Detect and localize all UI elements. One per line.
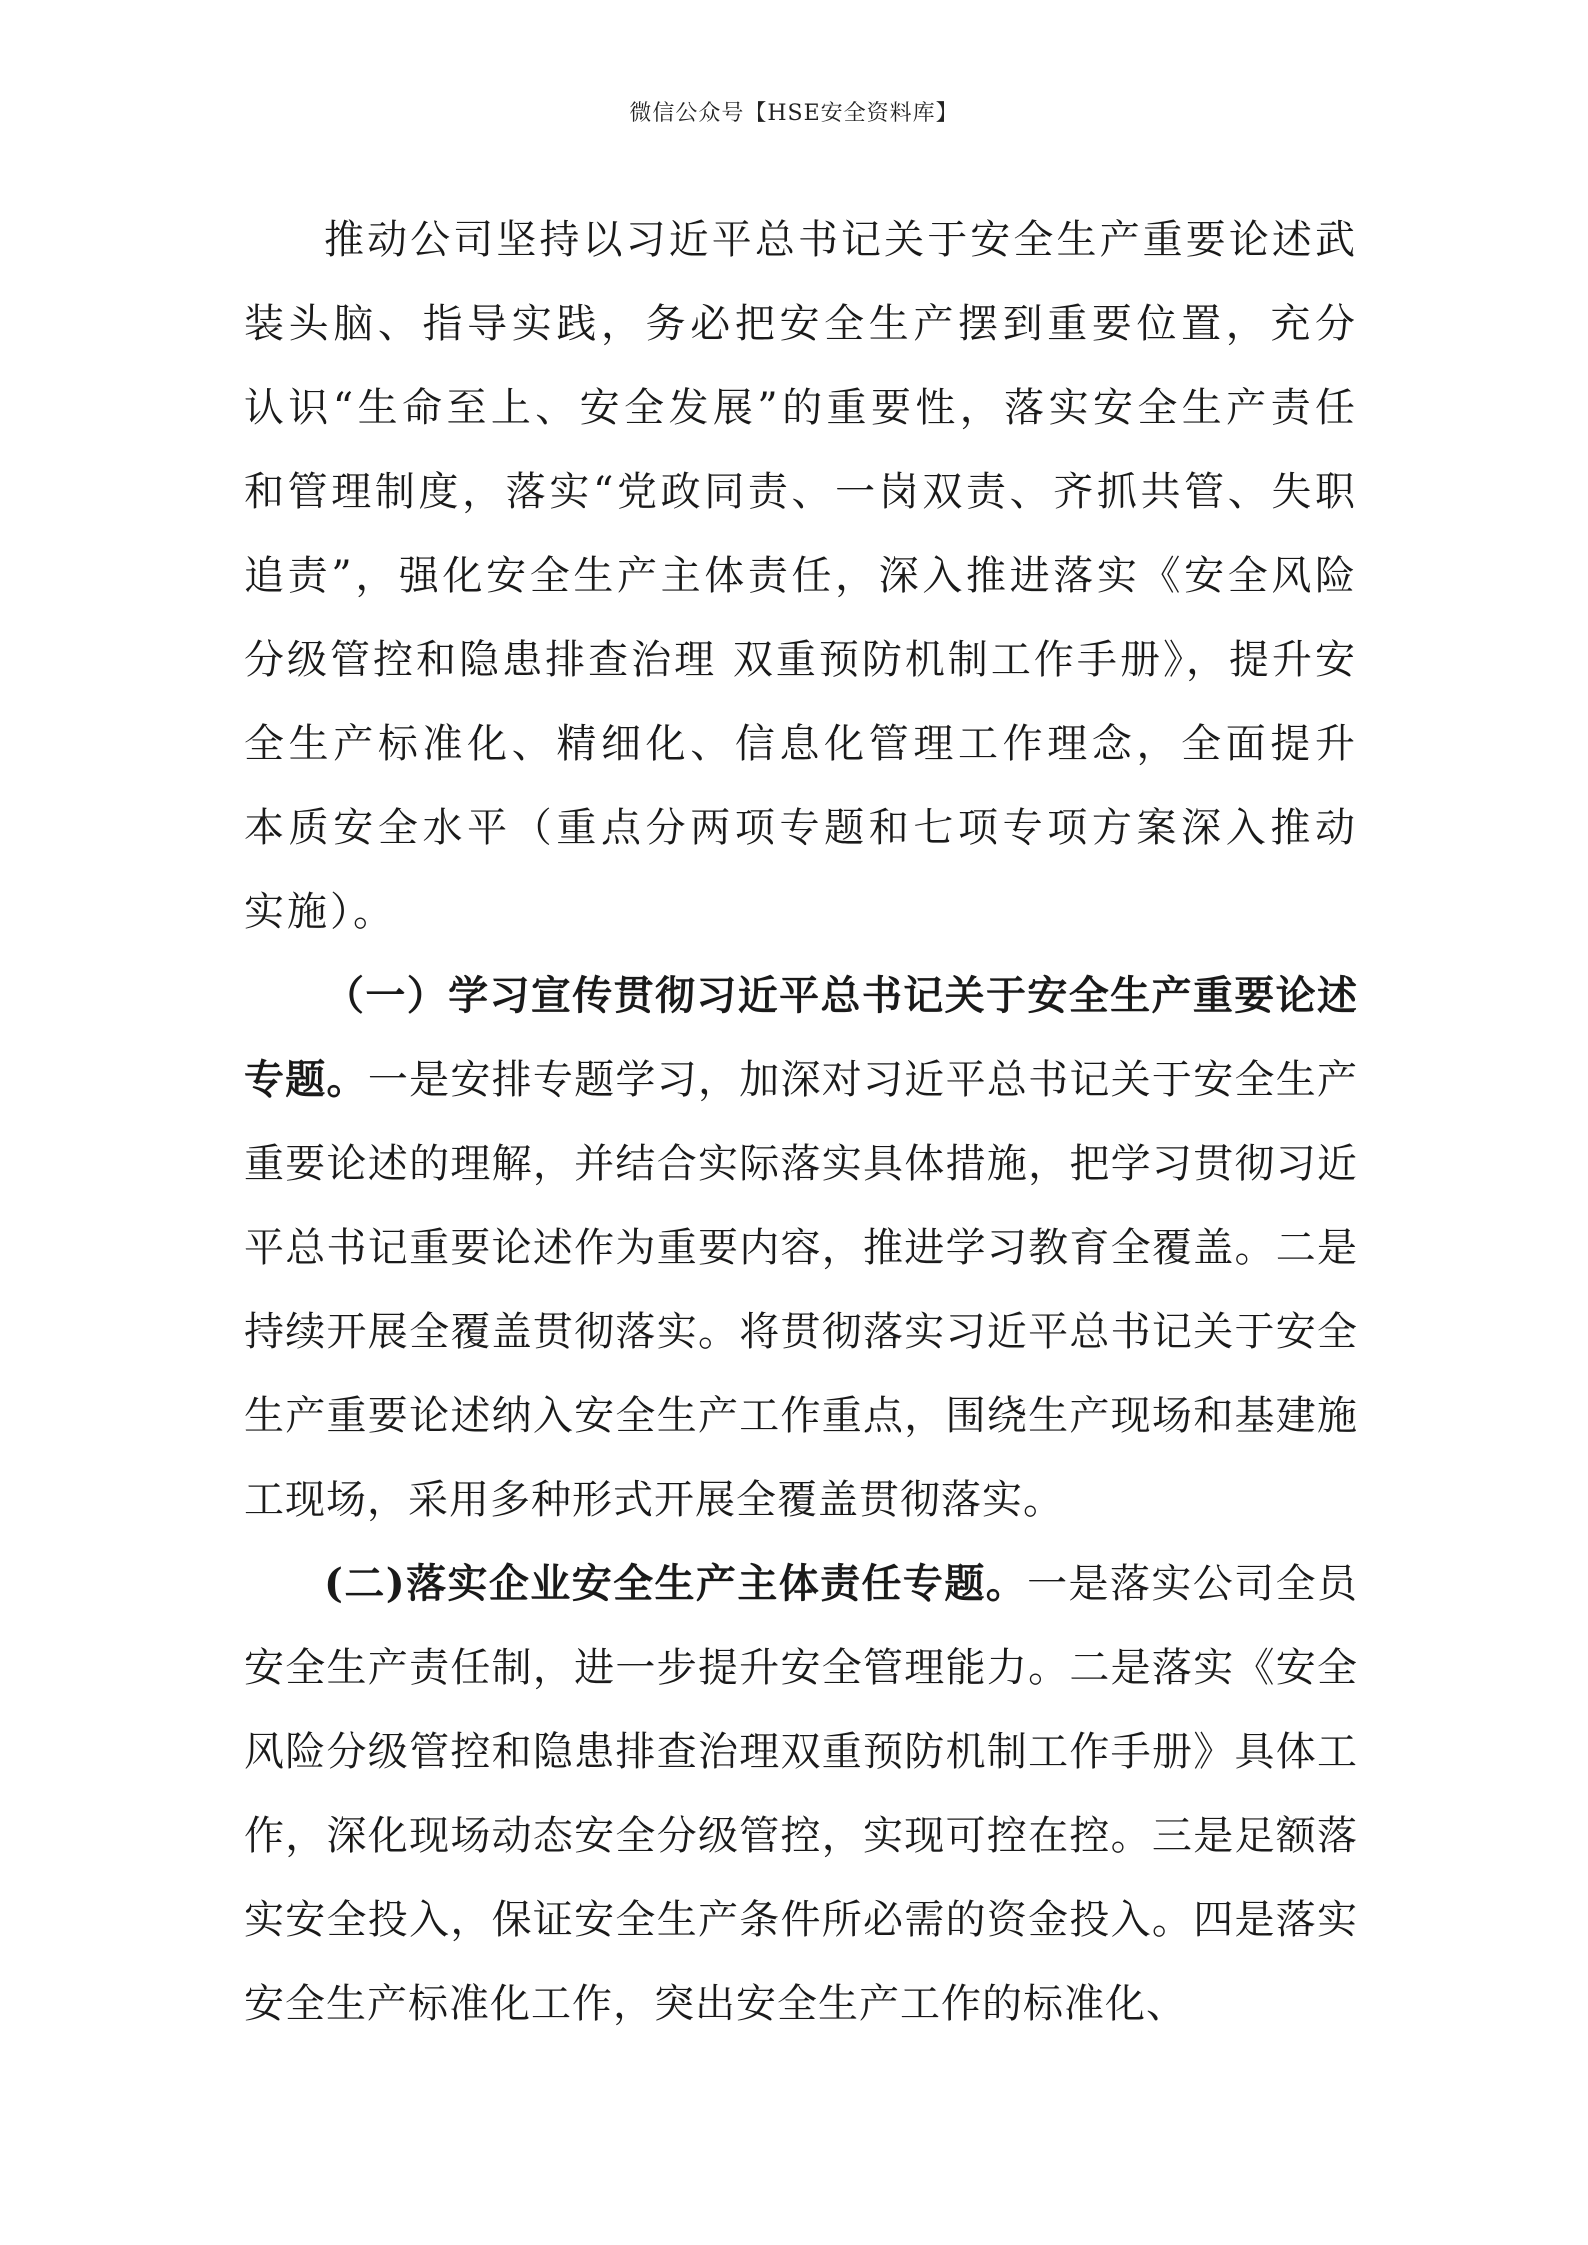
page-header: 微信公众号【HSE安全资料库】 [629,101,959,126]
paragraph-topic-one [244,954,1358,1542]
topic-two-heading: (二)落实企业安全生产主体责任专题。 [324,1560,1028,1607]
topic-one-heading: （一）学习宣传贯彻习近平总书记关于安全生产重要论述专题。 [244,972,1358,1103]
document-body [244,198,1358,2046]
paragraph-topic-two [244,1542,1358,2046]
paragraph-intro: 推动公司坚持以习近平总书记关于安全生产重要论述武装头脑、指导实践，务必把安全生产摆到重要位置，充分认识“生命至上、安全发展”的重要性，落实安全生产责任和管理制度，落实“党政同责、一岗双责、齐抓共管、失职追责”，强化安全生产主体责任，深入推进落实《安全风险分级管控和隐患排查治理 双重预防机制工作手册》，提升安全生产标准化、精细化、信息化管理工作理念，全面提升本质安全水平（重点分两项专题和七项专项方案深入推动实施）。 [244,217,1358,935]
topic-two-body: 一是落实公司全员安全生产责任制，进一步提升安全管理能力。二是落实《安全风险分级管控和隐患排查治理双重预防机制工作手册》具体工作，深化现场动态安全分级管控，实现可控在控。三是足额落实安全投入，保证安全生产条件所必需的资金投入。四是落实安全生产标准化工作，突出安全生产工作的标准化、 [244,1561,1358,2027]
topic-one-body: 一是安排专题学习，加深对习近平总书记关于安全生产重要论述的理解，并结合实际落实具体措施，把学习贯彻习近平总书记重要论述作为重要内容，推进学习教育全覆盖。二是持续开展全覆盖贯彻落实。将贯彻落实习近平总书记关于安全生产重要论述纳入安全生产工作重点，围绕生产现场和基建施工现场，采用多种形式开展全覆盖贯彻落实。 [244,1057,1359,1523]
